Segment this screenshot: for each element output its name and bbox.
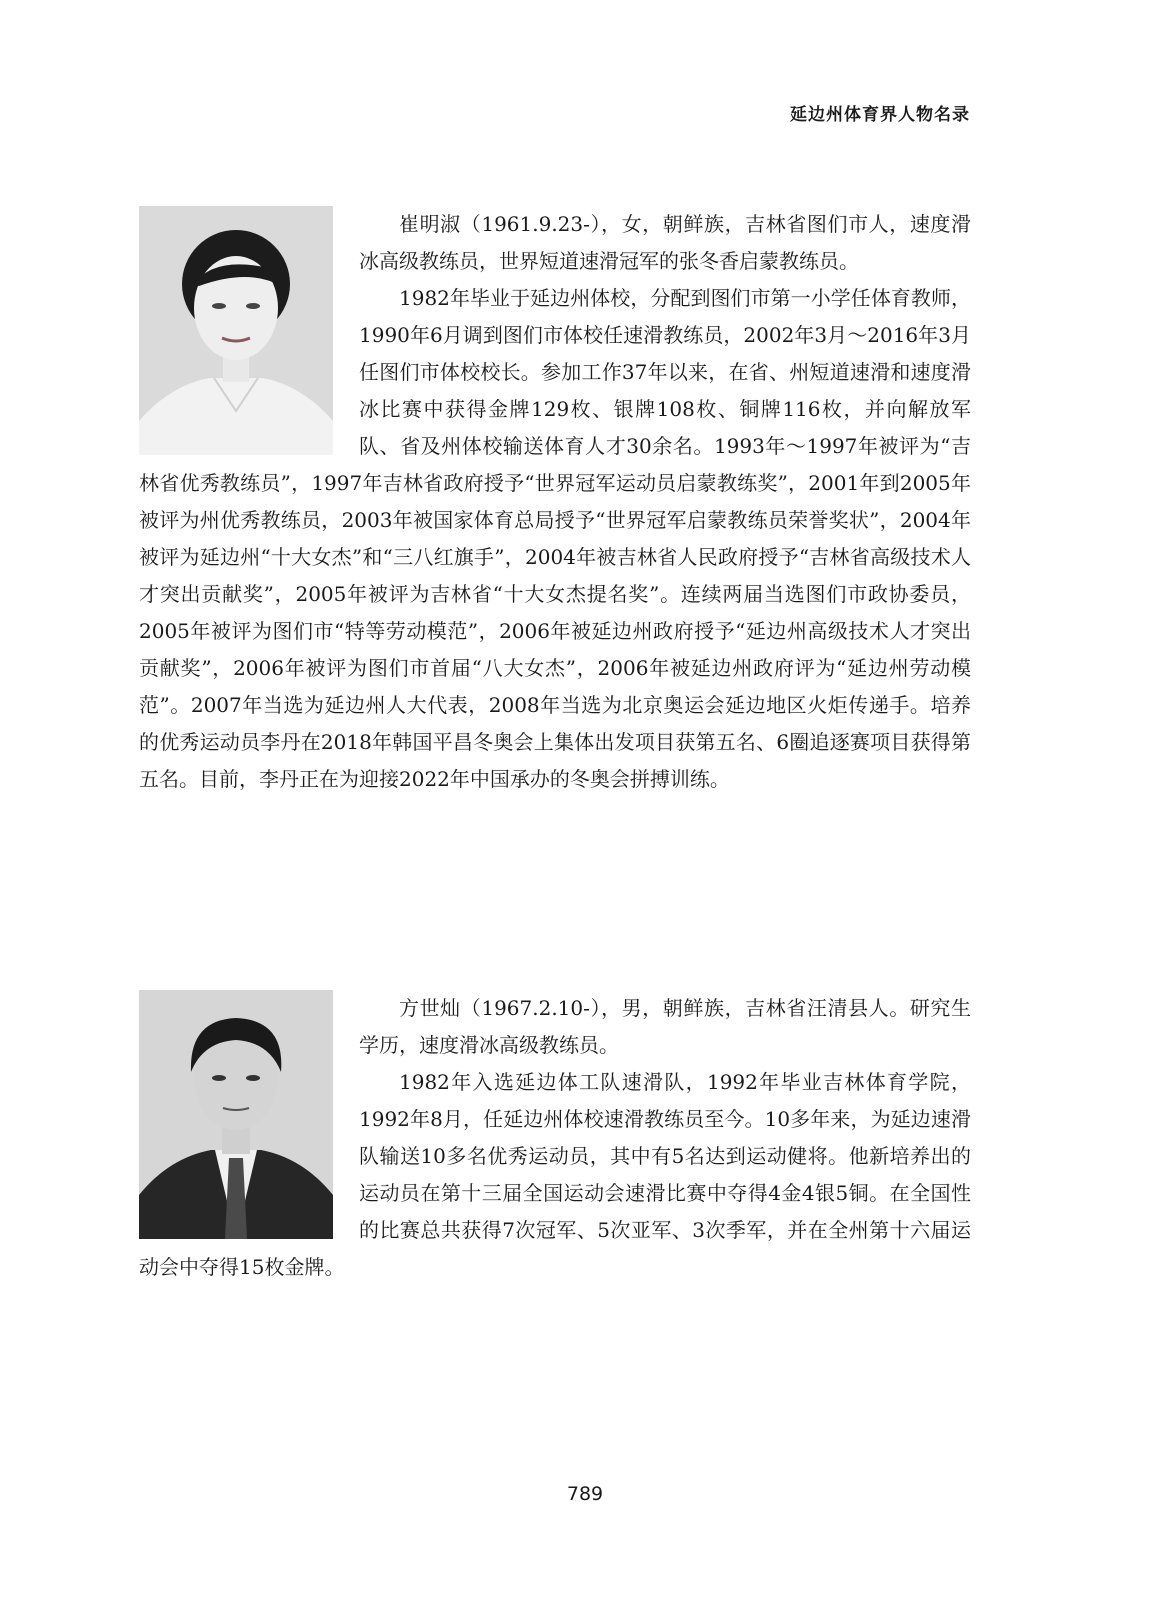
- portrait-photo: [139, 990, 333, 1239]
- intro-paragraph: 崔明淑（1961.9.23-），女，朝鲜族，吉林省图们市人，速度滑冰高级教练员，世界短道速滑冠军的张冬香启蒙教练员。: [359, 212, 971, 273]
- body-paragraph: 1982年入选延边体工队速滑队，1992年毕业吉林体育学院，1992年8月，任延边州体校速滑教练员至今。10多年来，为延边速滑队输送10多名优秀运动员，其中有5名达到运动健将。他新培养出的运动员在第十三届全国运动会速滑比赛中夺得4金4银5铜。在全国性的比赛总共获得7次冠军、5次亚军、3次季军，并在全州第十六届运动会中夺得15枚金牌。: [139, 1070, 971, 1279]
- page-number: 789: [566, 1483, 604, 1505]
- running-header: 延边州体育界人物名录: [790, 105, 970, 125]
- biography-entry: [139, 990, 971, 1286]
- biography-entry: [139, 206, 971, 798]
- intro-paragraph: 方世灿（1967.2.10-），男，朝鲜族，吉林省汪清县人。研究生学历，速度滑冰高级教练员。: [359, 996, 971, 1057]
- portrait-photo: [139, 206, 333, 455]
- body-paragraph: 1982年毕业于延边州体校，分配到图们市第一小学任体育教师，1990年6月调到图们市体校任速滑教练员，2002年3月～2016年3月任图们市体校校长。参加工作37年以来，在省、州短道速滑和速度滑冰比赛中获得金牌129枚、银牌108枚、铜牌116枚，并向解放军队、省及州体校输送体育人才30余名。1993年～1997年被评为“吉林省优秀教练员”，1997年吉林省政府授予“世界冠军运动员启蒙教练奖”，2001年到2005年被评为州优秀教练员，2003年被国家体育总局授予“世界冠军启蒙教练员荣誉奖状”，2004年被评为延边州“十大女杰”和“三八红旗手”，2004年被吉林省人民政府授予“吉林省高级技术人才突出贡献奖”，2005年被评为吉林省“十大女杰提名奖”。连续两届当选图们市政协委员，2005年被评为图们市“特等劳动模范”，2006年被延边州政府授予“延边州高级技术人才突出贡献奖”，2006年被评为图们市首届“八大女杰”，2006年被延边州政府评为“延边州劳动模范”。2007年当选为延边州人大代表，2008年当选为北京奥运会延边地区火炬传递手。培养的优秀运动员李丹在2018年韩国平昌冬奥会上集体出发项目获第五名、6圈追逐赛项目获得第五名。目前，李丹正在为迎接2022年中国承办的冬奥会拼搏训练。: [139, 286, 971, 791]
